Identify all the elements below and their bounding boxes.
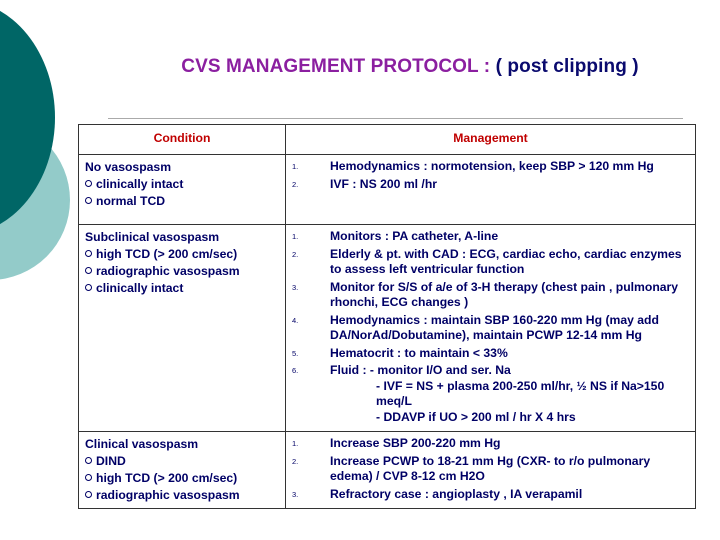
circle-bullet-icon xyxy=(85,474,92,481)
circle-bullet-icon xyxy=(85,180,92,187)
condition-bullet: radiographic vasospasm xyxy=(85,487,279,504)
circle-bullet-icon xyxy=(85,267,92,274)
management-list xyxy=(292,436,689,502)
management-item: 6. Fluid : - monitor I/O and ser. Na - IVF = NS + plasma 200-250 ml/hr, ½ NS if Na>150 meq/L - DDAVP if UO > 200 ml / hr X 4 hrs xyxy=(292,363,689,425)
management-item: 1. Increase SBP 200-220 mm Hg xyxy=(292,436,501,450)
header-condition: Condition xyxy=(79,125,286,155)
table-row xyxy=(79,155,696,225)
condition-bullet: radiographic vasospasm xyxy=(85,263,279,280)
management-item: 2. Elderly & pt. with CAD : ECG, cardiac echo, cardiac enzymes to assess left ventricular function xyxy=(292,246,682,276)
title-divider xyxy=(108,118,683,119)
circle-bullet-icon xyxy=(85,250,92,257)
management-list xyxy=(292,159,689,192)
condition-title: No vasospasm xyxy=(85,160,172,174)
management-cell xyxy=(286,225,696,432)
condition-bullet: high TCD (> 200 cm/sec) xyxy=(85,246,279,263)
management-item: 1. Monitors : PA catheter, A-line xyxy=(292,229,499,243)
header-management: Management xyxy=(286,125,696,155)
management-item: 1. Hemodynamics : normotension, keep SBP > 120 mm Hg xyxy=(292,159,654,173)
management-item: 3. Refractory case : angioplasty , IA verapamil xyxy=(292,486,583,501)
condition-bullet: normal TCD xyxy=(85,193,279,210)
slide-title xyxy=(120,56,700,78)
management-item: 5. Hematocrit : to maintain < 33% xyxy=(292,345,508,360)
table-header-row xyxy=(79,125,696,155)
protocol-table xyxy=(78,124,696,509)
condition-cell xyxy=(79,225,286,432)
condition-cell xyxy=(79,432,286,509)
condition-title: Clinical vasospasm xyxy=(85,437,199,451)
management-cell xyxy=(286,155,696,225)
table-row xyxy=(79,225,696,432)
condition-title: Subclinical vasospasm xyxy=(85,230,220,244)
condition-bullet: clinically intact xyxy=(85,280,279,297)
condition-bullet: high TCD (> 200 cm/sec) xyxy=(85,470,279,487)
title-main: CVS MANAGEMENT PROTOCOL : xyxy=(181,56,491,77)
circle-bullet-icon xyxy=(85,197,92,204)
management-item: 4. Hemodynamics : maintain SBP 160-220 mm Hg (may add DA/NorAd/Dobutamine), maintain PCWP 12-14 mm Hg xyxy=(292,312,659,342)
condition-bullet: DIND xyxy=(85,453,279,470)
management-item: 2. IVF : NS 200 ml /hr xyxy=(292,176,438,191)
management-list xyxy=(292,229,689,425)
management-item: 3. Monitor for S/S of a/e of 3-H therapy (chest pain , pulmonary rhonchi, ECG changes ) xyxy=(292,279,679,309)
circle-bullet-icon xyxy=(85,284,92,291)
condition-cell xyxy=(79,155,286,225)
title-sub: ( post clipping ) xyxy=(490,56,639,77)
circle-bullet-icon xyxy=(85,491,92,498)
management-subitem: - DDAVP if UO > 200 ml / hr X 4 hrs xyxy=(376,409,576,424)
table-row xyxy=(79,432,696,509)
condition-bullet: clinically intact xyxy=(85,176,279,193)
circle-bullet-icon xyxy=(85,457,92,464)
management-cell xyxy=(286,432,696,509)
management-subitem: - IVF = NS + plasma 200-250 ml/hr, ½ NS if Na>150 meq/L xyxy=(376,378,665,408)
management-item: 2. Increase PCWP to 18-21 mm Hg (CXR- to r/o pulmonary edema) / CVP 8-12 cm H2O xyxy=(292,453,651,483)
